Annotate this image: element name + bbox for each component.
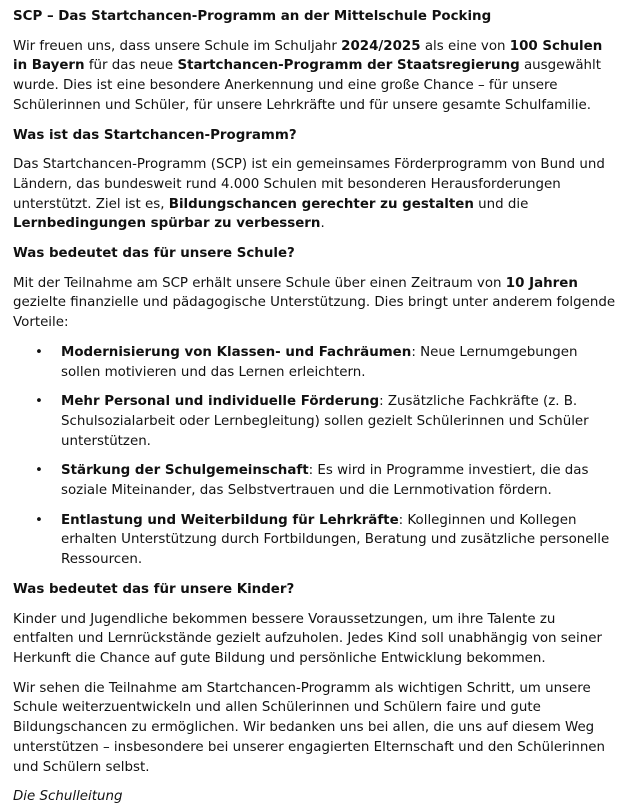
program-paragraph: Das Startchancen-Programm (SCP) ist ein gemeinsames Förderprogramm von Bund und Ländern, das bundesweit rund 4.000 Schulen mit besonderen Herausforderungen unterstützt. Ziel ist es, Bildungschancen gerechter zu gestalten und die Lernbedingungen spürbar zu verbessern. (13, 157, 605, 232)
list-item: • Modernisierung von Klassen- und Fachräumen: Neue Lernumgebungen sollen motivieren und das Lernen erleichtern. (35, 344, 578, 380)
signature: Die Schulleitung (13, 789, 123, 805)
page-title: SCP – Das Startchancen-Programm an der Mittelschule Pocking (13, 9, 492, 24)
school-paragraph: Mit der Teilnahme am SCP erhält unsere Schule über einen Zeitraum von 10 Jahren gezielte finanzielle und pädagogische Unterstützung. Dies bringt unter anderem folgende Vorteile: (13, 275, 616, 331)
bullet-icon: • (35, 463, 43, 479)
section-heading-school: Was bedeutet das für unsere Schule? (13, 246, 295, 262)
bullet-icon: • (35, 344, 43, 360)
intro-paragraph: Wir freuen uns, dass unsere Schule im Schuljahr 2024/2025 als eine von 100 Schulen in Bayern für das neue Startchancen-Programm der Staatsregierung ausgewählt wurde. Dies ist eine besondere Anerkennung und eine große Chance – für unsere Schülerinnen und Schüler, für unsere Lehrkräfte und für unsere gesamte Schulfamilie. (13, 38, 603, 113)
section-heading-program: Was ist das Startchancen-Programm? (13, 127, 297, 143)
children-paragraph: Kinder und Jugendliche bekommen bessere Voraussetzungen, um ihre Talente zu entfalten und Lernrückstände gezielt aufzuholen. Jedes Kind soll unabhängig von seiner Herkunft die Chance auf gute Bildung und persönliche Entwicklung bekommen. (13, 611, 602, 666)
list-item: • Mehr Personal und individuelle Förderung: Zusätzliche Fachkräfte (z. B. Schulsozialarbeit oder Lernbegleitung) sollen gezielt Schülerinnen und Schüler unterstützen. (35, 394, 589, 449)
bullet-icon: • (35, 512, 43, 528)
benefits-list (13, 343, 620, 570)
section-heading-children: Was bedeutet das für unsere Kinder? (13, 581, 295, 597)
closing-paragraph: Wir sehen die Teilnahme am Startchancen-Programm als wichtigen Schritt, um unsere Schule weiterzuentwickeln und allen Schülerinnen und Schülern faire und gute Bildungschancen zu ermöglichen. Wir bedanken uns bei allen, die uns auf diesem Weg unterstützen – insbesondere bei unserer engagierten Elternschaft und den Schülerinnen und Schülern selbst. (13, 680, 606, 775)
bullet-icon: • (35, 394, 43, 410)
list-item: • Stärkung der Schulgemeinschaft: Es wird in Programme investiert, die das soziale Miteinander, das Selbstvertrauen und die Lernmotivation fördern. (35, 463, 589, 499)
list-item: • Entlastung und Weiterbildung für Lehrkräfte: Kolleginnen und Kollegen erhalten Unterstützung durch Fortbildungen, Beratung und zusätzliche personelle Ressourcen. (35, 512, 610, 568)
